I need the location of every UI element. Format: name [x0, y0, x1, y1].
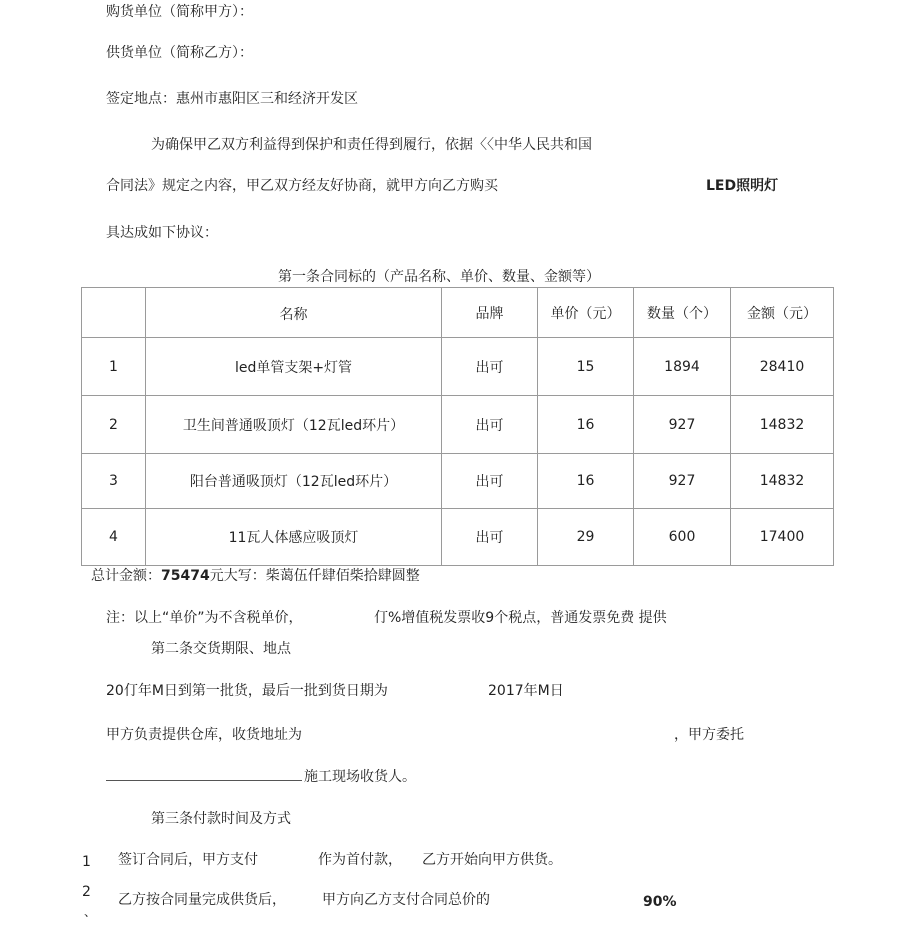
item-table	[81, 287, 834, 566]
intro-line-1: 为确保甲乙双方利益得到保护和责任得到履行，依据〈〈中华人民共和国	[151, 137, 592, 153]
article-2-title: 第二条交货期限、地点	[151, 641, 291, 657]
payment-item-2-a: 乙方按合同量完成供货后，	[118, 892, 286, 908]
row-name: 卫生间普通吸顶灯（12瓦led环片）	[146, 396, 442, 454]
article-3-title: 第三条付款时间及方式	[151, 811, 291, 827]
row-name: 11瓦人体感应吸顶灯	[146, 509, 442, 566]
header-cell-name: 名称	[146, 288, 442, 338]
total-prefix: 总计金额：	[91, 568, 161, 584]
row-amount: 14832	[731, 396, 834, 454]
row-qty: 1894	[634, 338, 731, 396]
row-amount: 17400	[731, 509, 834, 566]
header-cell-brand: 品牌	[442, 288, 538, 338]
note-line-a: 注：以上“单价”为不含税单价，	[106, 610, 303, 626]
row-price: 29	[538, 509, 634, 566]
intro-product: LED照明灯	[706, 178, 779, 194]
row-index: 2	[82, 396, 146, 454]
table-row	[82, 509, 834, 566]
total-value: 75474	[161, 568, 210, 584]
header-cell-qty: 数量（个）	[634, 288, 731, 338]
signing-location: 签定地点：惠州市惠阳区三和经济开发区	[106, 91, 358, 107]
delivery-line-b: 2017年M日	[488, 683, 564, 699]
row-brand: 出可	[442, 454, 538, 509]
row-price: 15	[538, 338, 634, 396]
header-cell-price: 单价（元）	[538, 288, 634, 338]
supplier-line: 供货单位（简称乙方）：	[106, 45, 253, 61]
payment-item-2-b: 甲方向乙方支付合同总价的	[322, 892, 490, 908]
intro-line-3: 具达成如下协议：	[106, 225, 218, 241]
warehouse-line-b: ，甲方委托	[674, 727, 744, 743]
row-brand: 出可	[442, 509, 538, 566]
row-qty: 600	[634, 509, 731, 566]
row-index: 3	[82, 454, 146, 509]
total-suffix: 元大写：柴蔼伍仟肆佰柴拾肆圆整	[209, 568, 420, 584]
row-name: 阳台普通吸顶灯（12瓦led环片）	[146, 454, 442, 509]
article-1-title: 第一条合同标的（产品名称、单价、数量、金额等）	[278, 269, 600, 285]
row-index: 4	[82, 509, 146, 566]
payment-item-1-c: 乙方开始向甲方供货。	[422, 852, 562, 868]
table-row	[82, 338, 834, 396]
payment-item-2-num: 2	[82, 884, 91, 900]
row-brand: 出可	[442, 396, 538, 454]
header-cell-amount: 金额（元）	[731, 288, 834, 338]
payment-item-1-num: 1	[82, 854, 91, 870]
payment-item-1-b: 作为首付款，	[318, 852, 402, 868]
delivery-line-a: 20仃年M日到第一批货，最后一批到货日期为	[106, 683, 388, 699]
row-price: 16	[538, 396, 634, 454]
table-header-row	[82, 288, 834, 338]
receiver-line	[106, 767, 416, 786]
total-amount-line	[91, 567, 420, 585]
payment-item-2-mark: 、	[84, 905, 97, 919]
row-amount: 28410	[731, 338, 834, 396]
table-row	[82, 454, 834, 509]
buyer-line: 购货单位（简称甲方）：	[106, 4, 253, 20]
receiver-text: 施工现场收货人。	[304, 769, 416, 785]
table-row	[82, 396, 834, 454]
header-cell-index	[82, 288, 146, 338]
row-amount: 14832	[731, 454, 834, 509]
payment-item-2-c: 90%	[643, 894, 677, 910]
row-index: 1	[82, 338, 146, 396]
row-name: led单管支架+灯管	[146, 338, 442, 396]
row-qty: 927	[634, 454, 731, 509]
warehouse-line-a: 甲方负责提供仓库，收货地址为	[106, 727, 302, 743]
note-line-b: 仃%增值税发票收9个税点，普通发票免费 提供	[374, 610, 667, 626]
payment-item-1-a: 签订合同后，甲方支付	[118, 852, 258, 868]
receiver-blank	[106, 767, 302, 781]
row-brand: 出可	[442, 338, 538, 396]
intro-line-2: 合同法》规定之内容，甲乙双方经友好协商，就甲方向乙方购买	[106, 178, 498, 194]
row-qty: 927	[634, 396, 731, 454]
row-price: 16	[538, 454, 634, 509]
